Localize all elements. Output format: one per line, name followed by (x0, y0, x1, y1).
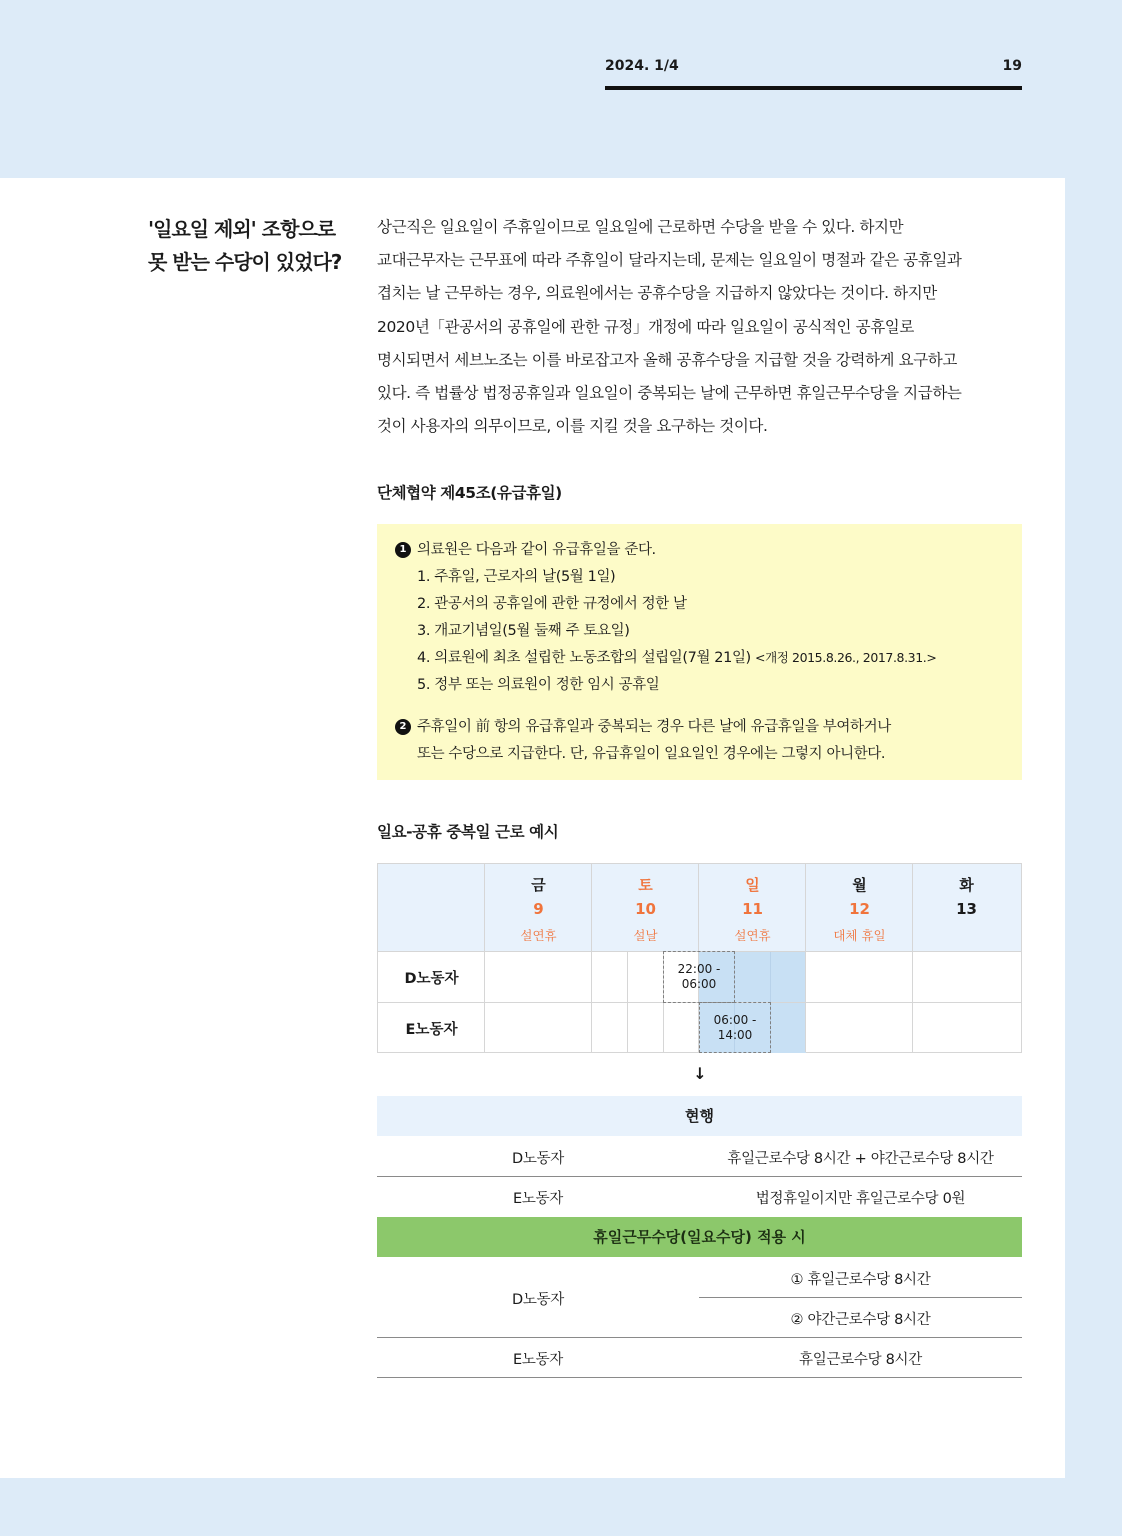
day-label: 대체 휴일 (833, 928, 886, 943)
body-paragraph (377, 211, 1022, 443)
day-date: 12 (849, 900, 870, 918)
applied-pay-e: 휴일근로수당 8시간 (799, 1352, 922, 1368)
clause-subitem-row (417, 649, 936, 667)
clause-subitem: 3. 개교기념일(5월 둘째 주 토요일) (417, 623, 630, 639)
day-name: 화 (959, 876, 974, 894)
section-heading-line2: 못 받는 수당이 있었다? (148, 250, 342, 274)
body-line: 명시되면서 세브노조는 이를 바로잡고자 올해 공휴수당을 지급할 것을 강력하게 요구하고 (377, 350, 957, 369)
day-date: 13 (956, 900, 977, 918)
body-line: 있다. 즉 법률상 법정공휴일과 일요일이 중복되는 날에 근무하면 휴일근무수당을 지급하는 (377, 384, 962, 403)
day-column-tue (913, 864, 1020, 951)
day-column-mon (806, 864, 913, 951)
current-worker-d: D노동자 (512, 1151, 564, 1167)
row-label-d-worker: D노동자 (404, 971, 459, 987)
applied-header: 휴일근무수당(일요수당) 적용 시 (377, 1217, 1022, 1257)
row-label-e-worker: E노동자 (405, 1022, 458, 1038)
current-pay-d: 휴일근로수당 8시간 + 야간근로수당 8시간 (727, 1151, 994, 1167)
applied-worker-e: E노동자 (513, 1352, 563, 1368)
clause-subitem: 2. 관공서의 공휴일에 관한 규정에서 정한 날 (417, 596, 687, 612)
grid-line (912, 864, 913, 1052)
page-number: 19 (1002, 58, 1022, 74)
applied-worker-d: D노동자 (512, 1292, 564, 1308)
body-line: 겹치는 날 근무하는 경우, 의료원에서는 공휴수당을 지급하지 않았다는 것이다. 하지만 (377, 284, 937, 303)
day-column-fri (485, 864, 592, 951)
body-line: 상근직은 일요일이 주휴일이므로 일요일에 근로하면 수당을 받을 수 있다. 하지만 (377, 218, 904, 236)
clause-subitem: 5. 정부 또는 의료원이 정한 임시 공휴일 (417, 677, 660, 693)
day-column-sun (699, 864, 806, 951)
clause-subitem: 1. 주휴일, 근로자의 날(5월 1일) (417, 569, 616, 585)
day-column-sat (592, 864, 699, 951)
grid-line (805, 864, 806, 1052)
clause-item2-line1: 주휴일이 前 항의 유급휴일과 중복되는 경우 다른 날에 유급휴일을 부여하거나 (417, 719, 891, 735)
header-rule (605, 86, 1022, 90)
revision-note: <개정 2015.8.26., 2017.8.31.> (755, 650, 937, 665)
night-shift-time: 22:00 - 06:00 (677, 962, 721, 991)
table-divider (377, 1176, 1022, 1177)
day-name: 일 (745, 876, 760, 894)
day-date: 9 (533, 900, 544, 918)
current-pay-e: 법정휴일이지만 휴일근로수당 0원 (755, 1191, 966, 1207)
current-header: 현행 (377, 1096, 1022, 1136)
day-label: 설연휴 (734, 928, 771, 943)
clause-title: 단체협약 제45조(유급휴일) (377, 484, 562, 502)
clause-subitem: 4. 의료원에 최초 설립한 노동조합의 설립일(7월 21일) (417, 650, 751, 666)
table-divider (377, 1337, 1022, 1338)
day-name: 월 (852, 876, 867, 894)
table-divider (699, 1297, 1022, 1298)
day-date: 10 (635, 900, 656, 918)
applied-pay-d2: ② 야간근로수당 8시간 (790, 1312, 931, 1328)
table-bottom-rule (377, 1377, 1022, 1378)
arrow-down-icon: ↓ (693, 1064, 707, 1083)
day-label: 설연휴 (520, 928, 557, 943)
day-shift-time: 06:00 - 14:00 (713, 1013, 757, 1042)
clause-box (377, 524, 1022, 780)
section-heading-line1: '일요일 제외' 조항으로 (148, 217, 336, 241)
issue-date: 2024. 1/4 (605, 58, 679, 74)
body-line: 2020년「관공서의 공휴일에 관한 규정」개정에 따라 일요일이 공식적인 공휴일로 (377, 317, 914, 336)
grid-line (591, 864, 592, 1052)
example-title: 일요-공휴 중복일 근로 예시 (377, 823, 559, 841)
item2-marker-icon: 2 (395, 719, 411, 735)
applied-pay-d1: ① 휴일근로수당 8시간 (790, 1272, 931, 1288)
clause-item1: 의료원은 다음과 같이 유급휴일을 준다. (417, 542, 656, 558)
day-name: 금 (531, 876, 546, 894)
section-heading (148, 213, 363, 279)
item1-marker-icon: 1 (395, 542, 411, 558)
body-line: 것이 사용자의 의무이므로, 이를 지킬 것을 요구하는 것이다. (377, 417, 768, 436)
current-worker-e: E노동자 (513, 1191, 563, 1207)
clause-item2-line2: 또는 수당으로 지급한다. 단, 유급휴일이 일요일인 경우에는 그렇지 아니한다. (417, 746, 886, 762)
schedule-grid (377, 863, 1022, 1053)
day-date: 11 (742, 900, 763, 918)
body-line: 교대근무자는 근무표에 따라 주휴일이 달라지는데, 문제는 일요일이 명절과 같은 공휴일과 (377, 251, 962, 270)
day-label: 설날 (633, 928, 658, 943)
day-name: 토 (638, 876, 653, 894)
